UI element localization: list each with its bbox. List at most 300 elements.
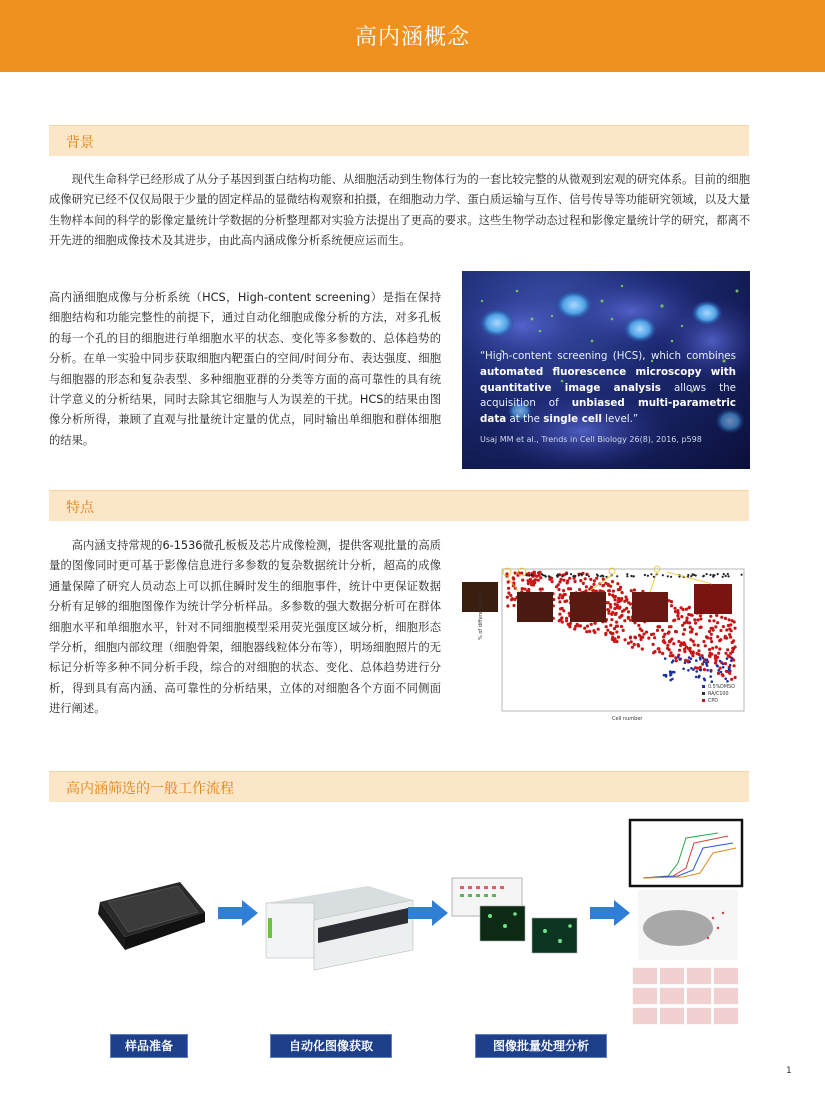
scatter-dot xyxy=(669,651,672,654)
scatter-dot xyxy=(661,629,664,632)
legend-ra: RA/C100 xyxy=(708,692,729,697)
scatter-dot xyxy=(589,578,592,581)
scatter-dot xyxy=(703,661,706,664)
section-title-workflow: 高内涵筛选的一般工作流程 xyxy=(66,781,234,797)
scatter-dot xyxy=(658,625,661,628)
scatter-dot xyxy=(525,574,527,576)
scatter-dot xyxy=(721,673,724,676)
scatter-dot xyxy=(521,579,524,582)
scatter-dot xyxy=(624,595,627,598)
scatter-dot xyxy=(523,588,526,591)
cell-fluorescence-image xyxy=(462,271,750,469)
scatter-dot xyxy=(583,627,586,630)
scatter-dot xyxy=(565,619,568,622)
scatter-dot xyxy=(710,627,713,630)
scatter-dot xyxy=(688,606,691,609)
scatter-dot xyxy=(714,625,717,628)
scatter-dot xyxy=(687,574,689,576)
scatter-dot xyxy=(558,613,561,616)
scatter-dot xyxy=(630,575,632,577)
scatter-dot xyxy=(527,582,530,585)
scatter-dot xyxy=(562,579,565,582)
quote-bold-2: unbiased multi-parametric data xyxy=(480,397,736,426)
scatter-dot xyxy=(613,627,616,630)
scatter-dot xyxy=(615,621,618,624)
scatter-plot-image xyxy=(462,547,750,725)
scatter-dot xyxy=(703,668,706,671)
scatter-dot xyxy=(732,639,735,642)
scatter-dot xyxy=(673,619,676,622)
scatter-dot xyxy=(562,609,565,612)
scatter-dot xyxy=(606,608,609,611)
scatter-dot xyxy=(677,612,680,615)
scatter-dot xyxy=(506,596,509,599)
scatter-dot xyxy=(708,630,711,633)
quote-bold-1: automated fluorescence microscopy with quantitative image analysis xyxy=(480,365,736,394)
scatter-dot xyxy=(572,575,574,577)
scatter-dot xyxy=(666,647,669,650)
scatter-dot xyxy=(539,588,542,591)
scatter-dot xyxy=(666,644,669,647)
scatter-dot xyxy=(514,571,517,574)
scatter-dot xyxy=(726,657,729,660)
scatter-dot xyxy=(610,618,613,621)
scatter-dot xyxy=(512,576,515,579)
scatter-dot xyxy=(675,659,678,662)
scatter-dot xyxy=(569,587,572,590)
scatter-dot xyxy=(717,672,720,675)
scatter-dot xyxy=(669,639,672,642)
scatter-dot xyxy=(588,630,591,633)
scatter-dot xyxy=(608,593,611,596)
scatter-dot xyxy=(611,580,614,583)
scatter-dot xyxy=(566,581,569,584)
scatter-dot xyxy=(693,643,696,646)
scatter-dot xyxy=(698,675,701,678)
scatter-dot xyxy=(716,635,719,638)
quote-text-2: allows the acquisition of xyxy=(480,381,736,410)
scatter-dot xyxy=(724,677,727,680)
scatter-dot xyxy=(607,589,610,592)
scatter-dot xyxy=(509,594,512,597)
scatter-dot xyxy=(705,662,708,665)
scatter-dot xyxy=(711,647,714,650)
scatter-dot xyxy=(724,617,727,620)
workflow-step-image-analysis: 图像批量处理分析 xyxy=(475,1034,607,1058)
scatter-dot xyxy=(692,574,694,576)
scatter-dot xyxy=(689,638,692,641)
scatter-dot xyxy=(688,621,691,624)
scatter-dot xyxy=(593,579,596,582)
analysis-results-image xyxy=(628,818,746,1048)
scatter-dot xyxy=(658,650,661,653)
scatter-dot xyxy=(697,644,700,647)
scatter-dot xyxy=(620,614,623,617)
scatter-dot xyxy=(696,618,699,621)
scatter-dot xyxy=(692,650,695,653)
scatter-dot xyxy=(695,659,698,662)
quote-text-3: at the xyxy=(506,413,544,426)
scatter-dot xyxy=(723,573,725,575)
scatter-dot xyxy=(733,627,736,630)
scatter-dot xyxy=(568,625,571,628)
scatter-dot xyxy=(641,636,644,639)
page-number: 1 xyxy=(786,1066,792,1076)
scatter-dot xyxy=(728,627,731,630)
scatter-dot xyxy=(672,642,675,645)
scatter-dot xyxy=(670,600,673,603)
scatter-dot xyxy=(568,577,571,580)
scatter-dot xyxy=(689,661,692,664)
scatter-dot xyxy=(709,637,712,640)
scatter-dot xyxy=(626,575,628,577)
scatter-dot xyxy=(612,590,615,593)
arrow-icon-2 xyxy=(408,898,450,928)
scatter-dot xyxy=(604,582,607,585)
scatter-dot xyxy=(579,624,582,627)
scatter-dot xyxy=(639,627,642,630)
scatter-dot xyxy=(538,571,541,574)
hcs-quote xyxy=(480,349,736,428)
scatter-dot xyxy=(595,577,598,580)
quote-text-1: “High-content screening (HCS), which combines xyxy=(480,350,736,362)
scatter-dot xyxy=(614,598,617,601)
section-title-features: 特点 xyxy=(66,500,94,516)
scatter-dot xyxy=(633,636,636,639)
scatter-dot xyxy=(712,619,715,622)
scatter-dot xyxy=(618,599,621,602)
scatter-dot xyxy=(706,669,709,672)
scatter-dot xyxy=(682,633,685,636)
scatter-dot xyxy=(695,670,698,673)
scatter-dot xyxy=(507,587,510,590)
scatter-dot xyxy=(685,608,688,611)
scatter-dot xyxy=(653,636,656,639)
scatter-dot xyxy=(520,572,523,575)
scatter-dot xyxy=(590,623,593,626)
scatter-dot xyxy=(690,575,692,577)
scatter-dot xyxy=(724,636,727,639)
scatter-dot xyxy=(693,618,696,621)
scatter-dot xyxy=(578,574,580,576)
image-processing-screens xyxy=(450,876,580,956)
scatter-dot xyxy=(715,659,718,662)
scatter-dot xyxy=(727,624,730,627)
scatter-dot xyxy=(684,661,687,664)
scatter-dot xyxy=(615,612,618,615)
scatter-dot xyxy=(613,607,616,610)
scatter-dot xyxy=(709,615,712,618)
scatter-dot xyxy=(617,588,620,591)
scatter-dot xyxy=(627,610,630,613)
y-axis-label: % of differentiation xyxy=(478,591,484,640)
scatter-dot xyxy=(670,604,673,607)
scatter-dot xyxy=(667,632,670,635)
scatter-dot xyxy=(544,575,546,577)
scatter-dot xyxy=(722,576,724,578)
section-bar-features xyxy=(49,490,749,521)
scatter-dot xyxy=(611,611,614,614)
scatter-dot xyxy=(725,575,727,577)
scatter-dot xyxy=(561,596,564,599)
scatter-dot xyxy=(702,640,705,643)
scatter-dot xyxy=(526,579,529,582)
scatter-dot xyxy=(631,646,634,649)
section-title-background: 背景 xyxy=(66,135,94,151)
scatter-dot xyxy=(733,620,736,623)
scatter-dot xyxy=(661,652,664,655)
scatter-dot xyxy=(620,625,623,628)
scatter-dot xyxy=(611,594,614,597)
thumbnail-3 xyxy=(570,592,606,622)
scatter-dot xyxy=(530,574,532,576)
x-axis-label: Cell number xyxy=(612,716,643,722)
scatter-dot xyxy=(677,640,680,643)
scatter-dot xyxy=(652,643,655,646)
scatter-dot xyxy=(622,629,625,632)
scatter-dot xyxy=(669,679,672,682)
scatter-dot xyxy=(611,632,614,635)
scatter-dot xyxy=(714,656,717,659)
scatter-dot xyxy=(717,652,720,655)
scatter-dot xyxy=(716,621,719,624)
scatter-dot xyxy=(641,647,644,650)
features-paragraph: 高内涵支持常规的6-1536微孔板板及芯片成像检测，提供客观批量的高质量的图像同时更可基于影像信息进行多参数的复杂数据统计分析，超高的成像通量保障了研究人员动态上可以抓住瞬时发生的细胞事件，统计中更保证数据分析有足够的细胞图像作为统计学分析样品。多参数的强大数据分析可在群体细胞水平和单细胞水平，针对不同细胞模型采用荧光强度区域分析，细胞形态学分析，细胞内部纹理（细胞骨架，细胞器线粒体分布等），明场细胞照片的无标记分析等多种不同分析手段，综合的对细胞的状态、变化、总体趋势进行分析，得到具有高内涵、高可靠性的分析结果，立体的对细胞各个方面不同侧面进行阐述。 xyxy=(49,539,441,716)
scatter-dot xyxy=(680,615,683,618)
scatter-dot xyxy=(578,588,581,591)
scatter-dot xyxy=(586,625,589,628)
scatter-dot xyxy=(607,612,610,615)
section-bar-workflow xyxy=(49,771,749,802)
scatter-dot xyxy=(719,638,722,641)
scatter-dot xyxy=(638,634,641,637)
scatter-dot xyxy=(644,574,646,576)
scatter-dot xyxy=(615,630,618,633)
scatter-dot xyxy=(691,614,694,617)
scatter-dot xyxy=(677,656,680,659)
scatter-dot xyxy=(637,624,640,627)
scatter-dot xyxy=(662,640,665,643)
scatter-dot xyxy=(656,629,659,632)
scatter-dot xyxy=(605,576,607,578)
scatter-dot xyxy=(667,575,669,577)
scatter-dot xyxy=(719,660,722,663)
scatter-dot xyxy=(650,573,652,575)
scatter-dot xyxy=(542,574,544,576)
scatter-dot xyxy=(629,636,632,639)
scatter-dot xyxy=(557,574,559,576)
scatter-dot xyxy=(711,680,714,683)
scatter-dot xyxy=(706,573,708,575)
scatter-dot xyxy=(710,670,713,673)
scatter-dot xyxy=(506,604,509,607)
scatter-dot xyxy=(592,629,595,632)
scatter-dot xyxy=(708,619,711,622)
scatter-dot xyxy=(581,574,583,576)
scatter-dot xyxy=(566,573,568,575)
scatter-dot xyxy=(592,589,595,592)
scatter-dot xyxy=(647,637,650,640)
scatter-dot xyxy=(670,576,672,578)
scatter-dot xyxy=(627,601,630,604)
scatter-dot xyxy=(605,625,608,628)
scatter-dot xyxy=(588,575,590,577)
scatter-dot xyxy=(728,633,731,636)
scatter-dot xyxy=(678,649,681,652)
scatter-dot xyxy=(565,599,568,602)
scatter-dot xyxy=(679,658,682,661)
workflow-step-sample-prep: 样品准备 xyxy=(110,1034,188,1058)
scatter-dot xyxy=(687,669,690,672)
scatter-dot xyxy=(663,633,666,636)
scatter-dot xyxy=(621,591,624,594)
scatter-dot xyxy=(579,579,582,582)
scatter-dot xyxy=(728,668,731,671)
scatter-dot xyxy=(570,573,572,575)
scatter-dot xyxy=(708,654,711,657)
scatter-dot xyxy=(675,630,678,633)
scatter-dot xyxy=(647,575,649,577)
scatter-dot xyxy=(706,658,709,661)
scatter-dot xyxy=(689,630,692,633)
scatter-dot xyxy=(627,616,630,619)
scatter-dot xyxy=(686,616,689,619)
scatter-dot xyxy=(558,596,561,599)
scatter-dot xyxy=(657,647,660,650)
scatter-dot xyxy=(521,587,524,590)
scatter-dot xyxy=(708,648,711,651)
scatter-dot xyxy=(592,583,595,586)
scatter-dot xyxy=(724,652,727,655)
scatter-dot xyxy=(683,650,686,653)
scatter-dot xyxy=(614,603,617,606)
scatter-dot xyxy=(717,573,719,575)
scatter-dot xyxy=(698,653,701,656)
scatter-dot xyxy=(511,597,514,600)
quote-text-4: level.” xyxy=(601,413,639,426)
scatter-dot xyxy=(586,574,588,576)
scatter-dot xyxy=(695,633,698,636)
scatter-dot xyxy=(645,631,648,634)
thumbnail-2 xyxy=(517,592,553,622)
scatter-dot xyxy=(712,576,714,578)
scatter-dot xyxy=(691,628,694,631)
scatter-dot xyxy=(710,640,713,643)
scatter-dot xyxy=(627,642,630,645)
scatter-dot xyxy=(699,617,702,620)
imaging-instrument-image xyxy=(258,878,418,978)
scatter-dot xyxy=(633,588,636,591)
scatter-dot xyxy=(722,666,725,669)
scatter-dot xyxy=(702,657,705,660)
scatter-dot xyxy=(537,579,540,582)
scatter-dot xyxy=(726,648,729,651)
scatter-dot xyxy=(623,619,626,622)
scatter-dot xyxy=(671,661,674,664)
scatter-dot xyxy=(606,629,609,632)
scatter-dot xyxy=(690,657,693,660)
scatter-dot xyxy=(626,573,628,575)
scatter-dot xyxy=(725,628,728,631)
scatter-dot xyxy=(616,575,618,577)
scatter-dot xyxy=(623,600,626,603)
scatter-dot xyxy=(728,575,730,577)
scatter-dot xyxy=(689,649,692,652)
scatter-dot xyxy=(679,644,682,647)
scatter-dot xyxy=(730,678,733,681)
scatter-dot xyxy=(722,663,725,666)
scatter-dot xyxy=(695,676,698,679)
page-header xyxy=(0,0,825,72)
scatter-dot xyxy=(609,603,612,606)
scatter-dot xyxy=(573,627,576,630)
scatter-dot xyxy=(699,656,702,659)
scatter-dot xyxy=(616,625,619,628)
scatter-dot xyxy=(664,657,667,660)
scatter-dot xyxy=(694,622,697,625)
scatter-dot xyxy=(662,574,664,576)
scatter-dot xyxy=(558,600,561,603)
scatter-dot xyxy=(512,604,515,607)
scatter-dot xyxy=(710,633,713,636)
scatter-dot xyxy=(602,575,604,577)
scatter-dot xyxy=(704,644,707,647)
scatter-dot xyxy=(734,676,737,679)
scatter-dot xyxy=(559,593,562,596)
scatter-dot xyxy=(730,660,733,663)
arrow-icon-1 xyxy=(218,898,260,928)
scatter-dot xyxy=(682,643,685,646)
scatter-dot xyxy=(674,610,677,613)
scatter-dot xyxy=(665,675,668,678)
scatter-dot xyxy=(673,607,676,610)
scatter-dot xyxy=(607,584,610,587)
scatter-dot xyxy=(562,589,565,592)
scatter-dot xyxy=(630,589,633,592)
scatter-dot xyxy=(624,638,627,641)
scatter-dot xyxy=(601,584,604,587)
scatter-dot xyxy=(673,671,676,674)
scatter-dot xyxy=(625,607,628,610)
scatter-dot xyxy=(560,618,563,621)
scatter-dot xyxy=(562,593,565,596)
scatter-dot xyxy=(669,625,672,628)
scatter-dot xyxy=(618,606,621,609)
scatter-dot xyxy=(551,580,554,583)
thumbnail-4 xyxy=(632,592,668,622)
page-title: 高内涵概念 xyxy=(354,25,470,50)
scatter-dot xyxy=(709,675,712,678)
scatter-dot xyxy=(669,674,672,677)
scatter-dot xyxy=(585,585,588,588)
scatter-dot xyxy=(692,668,695,671)
scatter-dot xyxy=(584,577,587,580)
scatter-dot xyxy=(617,636,620,639)
arrow-icon-3 xyxy=(590,898,632,928)
scatter-dot xyxy=(699,666,702,669)
scatter-dot xyxy=(709,574,711,576)
scatter-dot xyxy=(718,647,721,650)
scatter-dot xyxy=(616,582,619,585)
scatter-dot xyxy=(682,668,685,671)
scatter-dot xyxy=(727,573,729,575)
quote-bold-3: single cell xyxy=(543,413,602,426)
scatter-dot xyxy=(528,575,530,577)
scatter-dot xyxy=(609,624,612,627)
scatter-dot xyxy=(715,646,718,649)
scatter-dot xyxy=(532,583,535,586)
scatter-dot xyxy=(561,620,564,623)
